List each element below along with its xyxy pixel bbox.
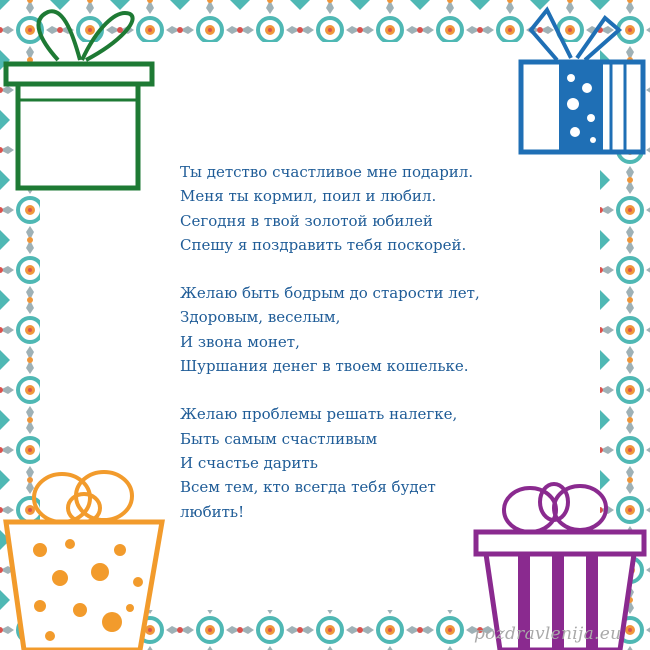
poem-stanza-3 (180, 402, 580, 523)
poem-line: Быть самым счастливым (180, 429, 378, 448)
poem-line: Спешу я поздравить тебя поскорей. (180, 235, 467, 254)
poem-line: И счастье дарить (180, 453, 318, 472)
site-watermark: pozdravlenija.eu (474, 624, 622, 644)
poem-line: Меня ты кормил, поил и любил. (180, 187, 437, 206)
orange-gift-icon (0, 460, 170, 650)
poem-line: Желаю быть бодрым до старости лет, (180, 284, 480, 303)
poem-line: любить! (180, 502, 245, 521)
poem-line: И звона монет, (180, 332, 300, 351)
poem-line: Всем тем, кто всегда тебя будет (180, 478, 436, 497)
poem-line: Ты детство счастливое мне подарил. (180, 163, 474, 181)
poem-line: Желаю проблемы решать налегке, (180, 405, 458, 424)
poem-stanza-2 (180, 281, 580, 378)
blue-gift-icon (515, 0, 650, 160)
poem-text (180, 160, 580, 548)
poem-line: Здоровым, веселым, (180, 308, 341, 327)
green-gift-icon (0, 0, 165, 200)
poem-stanza-1 (180, 160, 580, 257)
poem-line: Шуршания денег в твоем кошельке. (180, 357, 469, 376)
poem-line: Сегодня в твой золотой юбилей (180, 211, 433, 230)
